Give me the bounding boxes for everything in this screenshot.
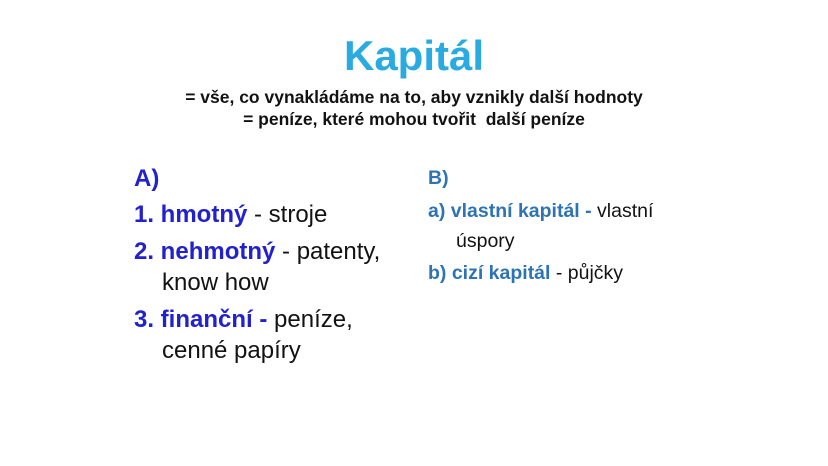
item-line [428, 258, 758, 288]
definition-text: cenné papíry [162, 337, 301, 364]
definition-text: - půjčky [550, 262, 624, 284]
column-a [134, 163, 434, 372]
definition-text: peníze, [267, 306, 353, 333]
term-text: 3. finanční - [134, 306, 268, 333]
definition-text: know how [162, 269, 269, 296]
item-line [134, 267, 434, 298]
definition-text: vlastní [591, 200, 654, 222]
definition-text: - patenty, [275, 238, 381, 265]
subtitle-line: = peníze, které mohou tvořit další peníze [243, 109, 585, 129]
item-line [428, 196, 758, 226]
list-item [428, 258, 758, 288]
list-item [428, 196, 758, 256]
column-header: B) [428, 167, 449, 189]
list-item [134, 199, 434, 230]
column-b [428, 163, 758, 290]
term-text: b) cizí kapitál [428, 262, 551, 284]
item-line [134, 236, 434, 267]
term-text: a) vlastní kapitál - [428, 200, 592, 222]
item-line [134, 335, 434, 366]
term-text: 2. nehmotný [134, 238, 276, 265]
column-header: A) [134, 165, 160, 192]
slide-title: Kapitál [343, 32, 485, 79]
definition-text: - stroje [247, 201, 328, 228]
list-item [134, 236, 434, 298]
slide-subtitle [0, 86, 828, 130]
list-item [134, 304, 434, 366]
term-text: 1. hmotný [134, 201, 248, 228]
item-line [134, 304, 434, 335]
subtitle-line: = vše, co vynakládáme na to, aby vznikly další hodnoty [185, 87, 643, 107]
item-line [134, 199, 434, 230]
item-line [428, 226, 758, 256]
definition-text: úspory [456, 230, 515, 252]
